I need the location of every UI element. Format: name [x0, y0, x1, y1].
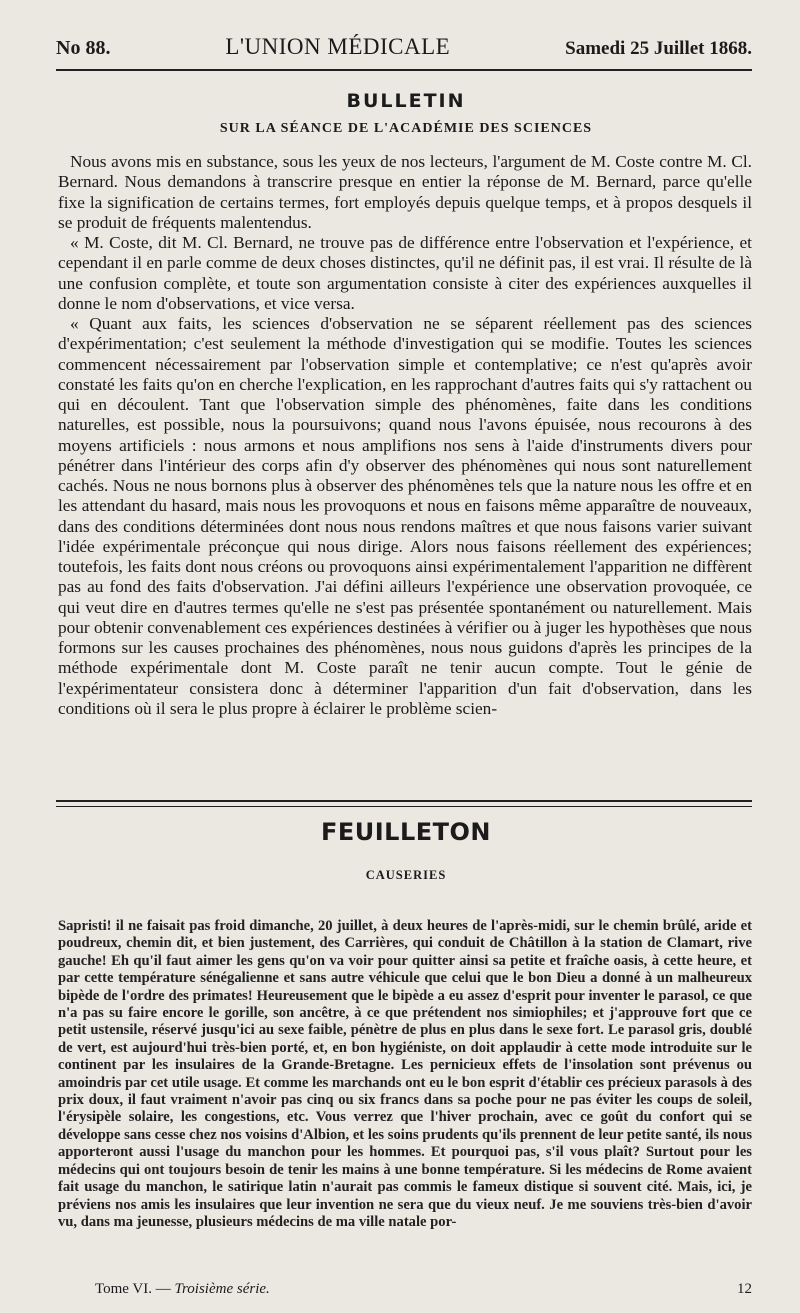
bulletin-subtitle: SUR LA SÉANCE DE L'ACADÉMIE DES SCIENCES [219, 121, 593, 136]
article-paragraph: « M. Coste, dit M. Cl. Bernard, ne trouve pas de différence entre l'observation et l'expérience, et cependant il en parle comme de deux choses distinctes, qu'il ne définit pas, il est vrai. Il résulte de là une confusion complète, et toute son argumentation consiste à citer des expériences auxquelles il donne le nom d'observations, et vice versa. [58, 233, 752, 313]
feuilleton-heading [60, 818, 752, 883]
feuilleton-subtitle: CAUSERIES [365, 868, 447, 882]
article-paragraph: « Quant aux faits, les sciences d'observation ne se séparent réellement pas des sciences d'expérimentation; c'est seulement la méthode d'investigation qui se modifie. Toutes les sciences commencent nécessairement par l'observation simple et contemplative; ce n'est qu'après avoir constaté les faits qu'on en cherche l'explication, en les rapprochant d'autres faits qui s'y rattachent ou qui en découlent. Tant que l'observation simple des phénomènes, faite dans les conditions naturelles, est possible, nous la poursuivons; quand nous l'avons épuisée, nous recourons à des moyens artificiels : nous armons et nous amplifions nos sens à l'aide d'instruments divers pour pénétrer dans l'intérieur des corps afin d'y observer des phénomènes qui nous sont naturellement cachés. Nous ne nous bornons plus à observer des phénomènes tels que la nature nous les offre et en les attendant du hasard, mais nous les provoquons et nous en faisons même apparaître de nouveaux, dans des conditions déterminées dont nous nous rendons maîtres et que nous faisons varier suivant l'idée expérimentale préconçue qui nous dirige. Alors nous faisons réellement des expériences; toutefois, les faits dont nous créons ou provoquons ainsi expérimentalement l'apparition ne diffèrent pas au fond des faits d'observation. J'ai défini ailleurs l'expérience une observation provoquée, ce qui veut dire en d'autres termes qu'elle ne s'est pas présentée spontanément ou naturellement. Mais pour obtenir convenablement ces expériences destinées à vérifier ou à juger les hypothèses que nous formons sur les causes prochaines des phénomènes, nous nous guidons d'après les principes de la méthode expérimentale dont M. Coste paraît ne tenir aucun compte. Tout le génie de l'expérimentateur consistera donc à déterminer l'apparition d'un fait d'observation, dans les conditions où il sera le plus propre à éclairer le problème scien- [58, 314, 752, 718]
article-paragraph: Nous avons mis en substance, sous les yeux de nos lecteurs, l'argument de M. Coste contre M. Cl. Bernard. Nous demandons à transcrire presque en entier la réponse de M. Bernard, parce qu'elle fixe la signification de certains termes, fort employés depuis quelque temps, et à propos desquels il se produit de fréquents malentendus. [58, 152, 752, 232]
issue-date: Samedi 25 Juillet 1868. [565, 38, 752, 59]
journal-title: L'UNION MÉDICALE [225, 34, 451, 59]
issue-number: No 88. [56, 37, 111, 59]
feuilleton-title: FEUILLETON [320, 818, 492, 846]
footer-tome [95, 1281, 270, 1301]
feuilleton-paragraph: Sapristi! il ne faisait pas froid dimanche, 20 juillet, à deux heures de l'après-midi, sur le chemin brûlé, aride et poudreux, chemin dit, et bien justement, des Carrières, qui conduit de Châtillon à la station de Clamart, rive gauche! Eh qu'il faut aimer les gens qu'on va voir pour quitter ainsi sa petite et fraîche oasis, à cette heure, et par cette température sénégalienne et sans autre véhicule que celui que le bon Dieu a donné à un malheureux bipède de l'ordre des primates! Heureusement que le bipède a eu assez d'esprit pour inventer le parasol, ce que n'a pas su faire encore le gorille, son ancêtre, à ce que prétendent nos simiophiles; et j'approuve fort que ce petit ustensile, réservé jusqu'ici au sexe faible, pénètre de plus en plus dans le sexe fort. Le parasol gris, doublé de vert, est aujourd'hui très-bien porté, et, en bon hygiéniste, on doit applaudir à cette mode introduite sur le continent par les insulaires de la Grande-Bretagne. Les pernicieux effets de l'insolation sont prévenus ou amoindris par cet utile usage. Et comme les marchands ont eu le bon esprit d'établir ces précieux parasols à des prix doux, il faut vraiment n'avoir pas cinq ou six francs dans sa poche pour ne pas éviter les coups de soleil, l'érysipèle solaire, les congestions, etc. Vous verrez que l'hiver prochain, avec ce goût du confort qui se développe sans cesse chez nos voisins d'Albion, et les soins prudents qu'ils prennent de leur petite santé, ils nous apporteront aussi l'usage du manchon pour les hommes. Et pourquoi pas, s'il vous plaît? Surtout pour les médecins qui ont toujours besoin de tenir les mains à une bonne température. Si les médecins de Rome avaient fait usage du manchon, le satirique latin n'aurait pas commis le fameux distique si souvent cité. Mais, ici, je préviens nos amis les insulaires que leur invention ne sera que du vieux neuf. Je me souviens très-bien d'avoir vu, dans ma jeunesse, plusieurs médecins de ma ville natale por- [58, 918, 752, 1230]
footer-serie: Troisième série. [174, 1281, 270, 1297]
bulletin-heading [60, 90, 752, 137]
footer-tome-label: Tome VI. — [95, 1281, 171, 1297]
page-header [56, 34, 752, 60]
bulletin-title: BULLETIN [346, 90, 466, 112]
page-number: 12 [737, 1281, 752, 1297]
page-footer [95, 1281, 752, 1301]
bulletin-article [58, 152, 752, 719]
header-rule [56, 69, 752, 71]
feuilleton-article [58, 918, 752, 1231]
section-divider [56, 800, 752, 807]
